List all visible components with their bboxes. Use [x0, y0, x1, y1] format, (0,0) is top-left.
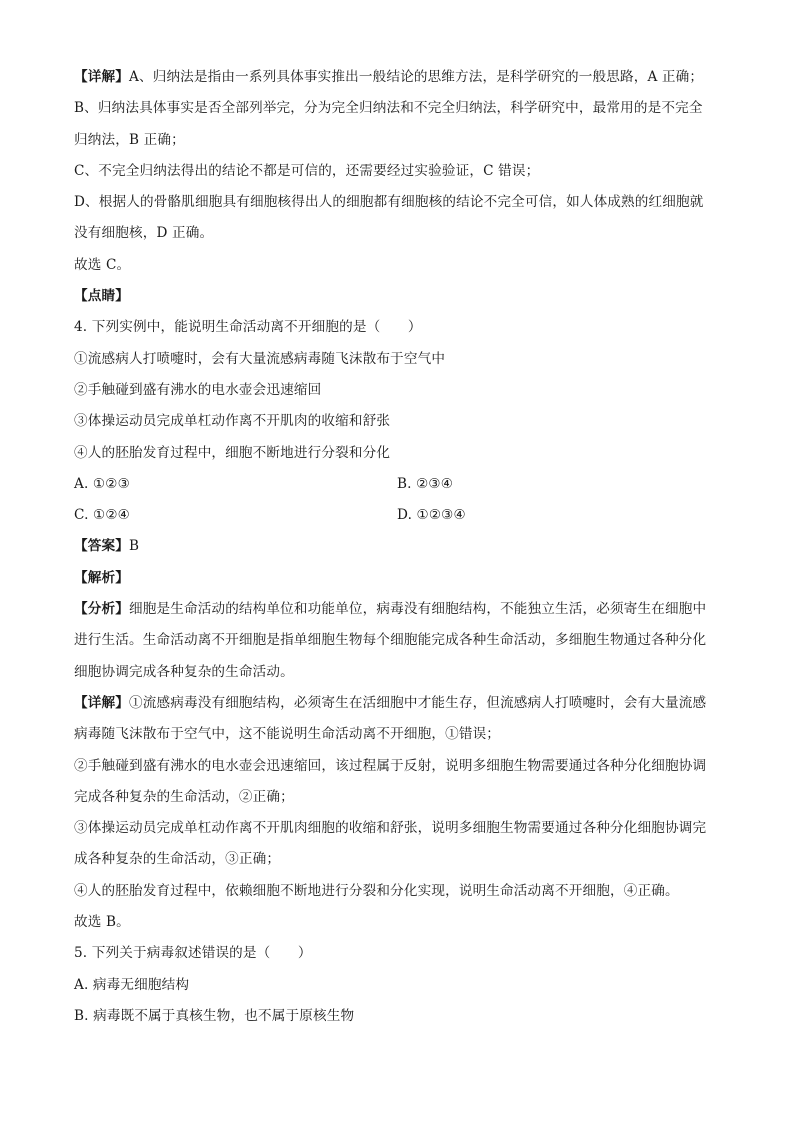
text-line [74, 187, 720, 218]
line-text: 成各种复杂的生命活动，③正确； [74, 851, 281, 868]
text-line [74, 625, 720, 656]
line-text: ②手触碰到盛有沸水的电水壶会迅速缩回，该过程属于反射，说明多细胞生物需要通过各种分化细胞协调 [74, 757, 707, 774]
text-line [74, 125, 720, 156]
text-line [74, 563, 720, 594]
line-text: D、根据人的骨骼肌细胞具有细胞核得出人的细胞都有细胞核的结论不完全可信，如人体成熟的红细胞就 [74, 194, 704, 211]
option-left: C. ①②④ [74, 507, 131, 524]
text-line [74, 688, 720, 719]
line-text: 没有细胞核，D 正确。 [74, 225, 214, 242]
line-text: ③体操运动员完成单杠动作离不开肌肉的收缩和舒张 [74, 413, 391, 430]
section-tag: 【答案】 [74, 538, 129, 555]
line-text: C、不完全归纳法得出的结论不都是可信的，还需要经过实验验证，C 错误； [74, 162, 540, 179]
text-line [74, 156, 720, 187]
line-text: 故选 B。 [74, 914, 130, 931]
document-page [74, 62, 720, 1032]
text-line [74, 218, 720, 249]
text-line [74, 62, 720, 93]
text-line [74, 970, 720, 1001]
line-text: A. 病毒无细胞结构 [74, 976, 190, 993]
text-line [74, 719, 720, 750]
text-line [74, 250, 720, 281]
line-text: 归纳法，B 正确； [74, 131, 185, 148]
line-text: B、归纳法具体事实是否全部列举完，分为完全归纳法和不完全归纳法，科学研究中，最常用的是不完全 [74, 100, 703, 117]
line-text: ④人的胚胎发育过程中，细胞不断地进行分裂和分化 [74, 444, 391, 461]
line-text: 细胞是生命活动的结构单位和功能单位，病毒没有细胞结构，不能独立生活，必须寄生在细胞中 [128, 601, 707, 618]
option-right: D. ①②③④ [397, 507, 466, 524]
text-line [74, 782, 720, 813]
text-line [74, 375, 720, 406]
option-row [74, 500, 720, 531]
section-tag: 【分析】 [74, 601, 129, 618]
section-tag: 【详解】 [74, 694, 129, 711]
line-text: 细胞协调完成各种复杂的生命活动。 [74, 663, 294, 680]
line-text: ②手触碰到盛有沸水的电水壶会迅速缩回 [74, 381, 322, 398]
line-text: 5. 下列关于病毒叙述错误的是（ ） [74, 945, 312, 962]
line-text: B [128, 538, 140, 555]
line-text: 4. 下列实例中，能说明生命活动离不开细胞的是（ ） [74, 319, 422, 336]
section-tag: 【详解】 [74, 69, 129, 85]
text-line [74, 1001, 720, 1032]
line-text: ①流感病毒没有细胞结构，必须寄生在活细胞中才能生存，但流感病人打喷嚏时，会有大量流感 [128, 694, 707, 711]
text-line [74, 312, 720, 343]
line-text: 故选 C。 [74, 256, 131, 273]
text-line [74, 344, 720, 375]
text-line [74, 406, 720, 437]
option-left: A. ①②③ [74, 475, 130, 492]
line-text: 病毒随飞沫散布于空气中，这不能说明生命活动离不开细胞，①错误； [74, 726, 501, 743]
section-tag: 【点睛】 [74, 288, 129, 305]
line-text: ①流感病人打喷嚏时，会有大量流感病毒随飞沫散布于空气中 [74, 350, 446, 367]
option-right: B. ②③④ [397, 475, 454, 492]
text-line [74, 281, 720, 312]
text-line [74, 938, 720, 969]
section-tag: 【解析】 [74, 569, 129, 586]
line-text: B. 病毒既不属于真核生物，也不属于原核生物 [74, 1007, 355, 1024]
text-line [74, 438, 720, 469]
line-text: A、归纳法是指由一系列具体事实推出一般结论的思维方法，是科学研究的一般思路，A 正确； [128, 69, 704, 85]
text-line [74, 813, 720, 844]
text-line [74, 876, 720, 907]
text-block-answer-q4-and-q5 [74, 531, 720, 1032]
text-line [74, 93, 720, 124]
option-row [74, 469, 720, 500]
text-line [74, 594, 720, 625]
text-line [74, 751, 720, 782]
line-text: ③体操运动员完成单杠动作离不开肌肉细胞的收缩和舒张，说明多细胞生物需要通过各种分化细胞协调完 [74, 820, 707, 837]
text-line [74, 657, 720, 688]
options-block-q4 [74, 469, 720, 532]
text-line [74, 531, 720, 562]
line-text: ④人的胚胎发育过程中，依赖细胞不断地进行分裂和分化实现，说明生命活动离不开细胞，④正确。 [74, 882, 679, 899]
text-line [74, 907, 720, 938]
text-line [74, 844, 720, 875]
line-text: 完成各种复杂的生命活动，②正确； [74, 788, 294, 805]
line-text: 进行生活。生命活动离不开细胞是指单细胞生物每个细胞能完成各种生命活动，多细胞生物通过各种分化 [74, 632, 707, 649]
text-block-explanation-q3 [74, 62, 720, 469]
